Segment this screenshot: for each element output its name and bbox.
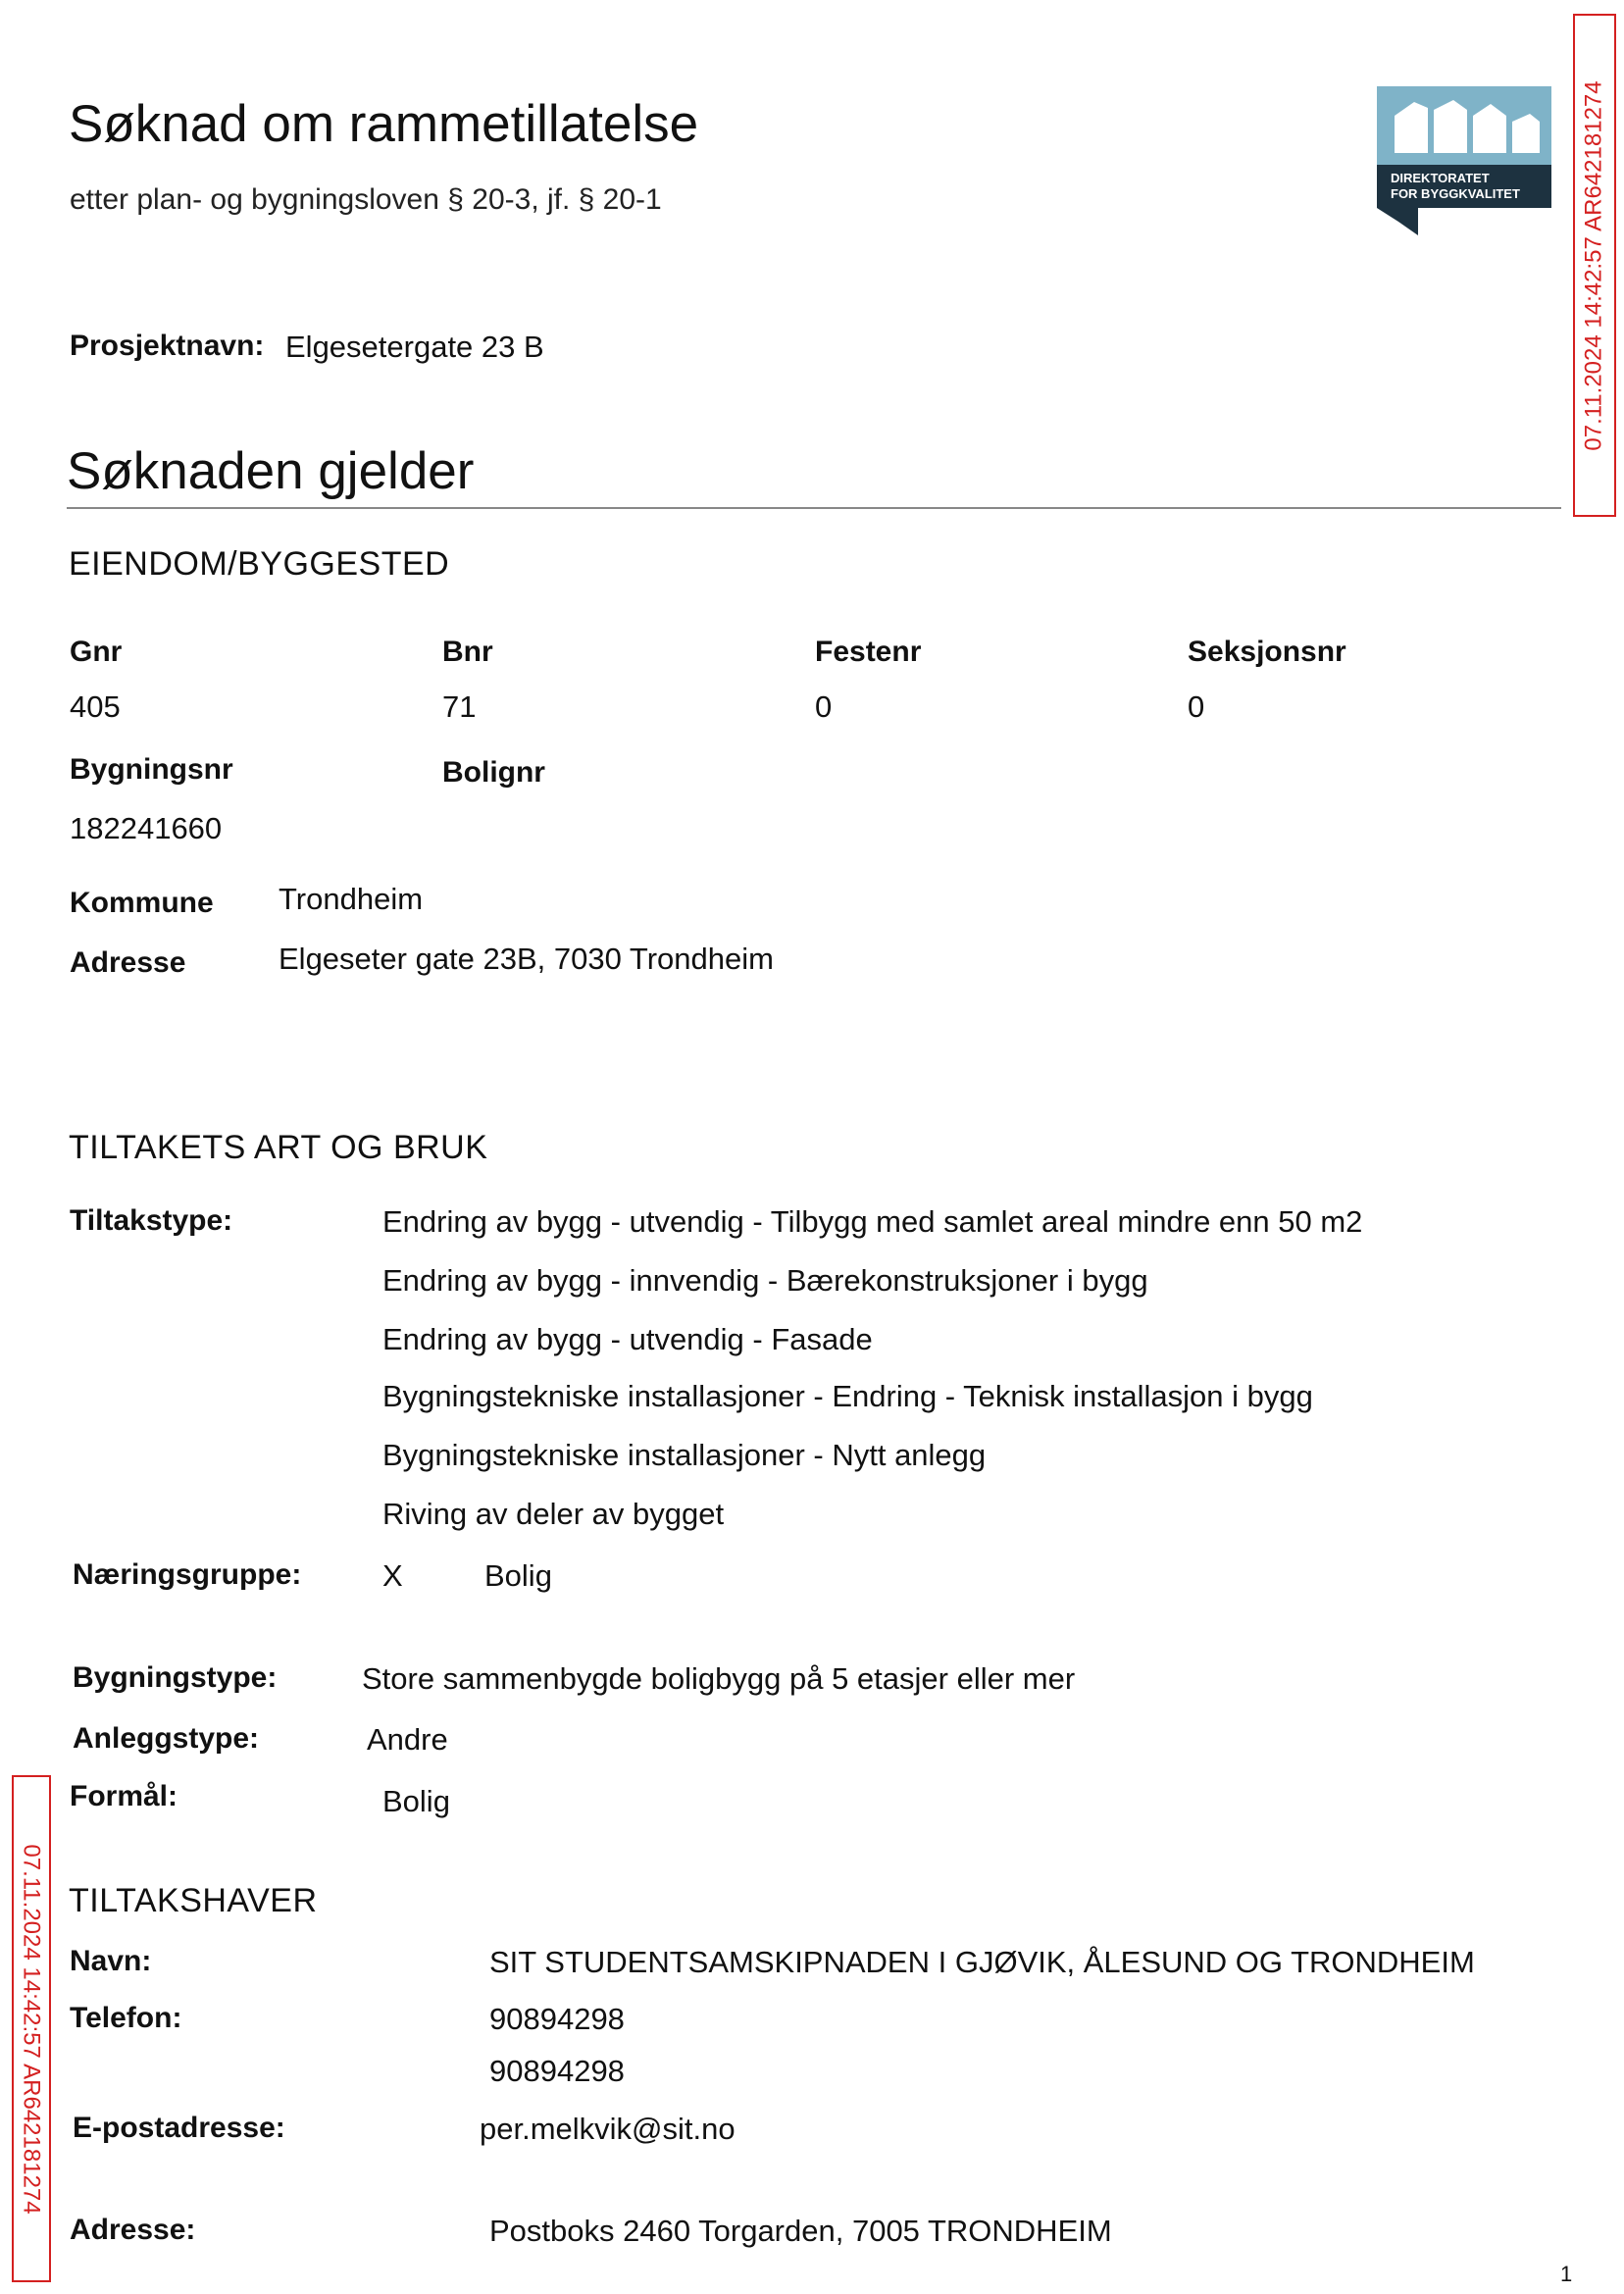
dibk-logo-icon [1377,86,1551,275]
adresse-label: Adresse [70,946,186,979]
tiltakstype-item: Riving av deler av bygget [382,1497,725,1531]
document-title: Søknad om rammetillatelse [69,95,699,153]
tiltakstype-item: Endring av bygg - innvendig - Bærekonstruksjoner i bygg [382,1263,1148,1298]
formaal-value: Bolig [382,1784,450,1818]
project-name-value: Elgesetergate 23 B [285,330,544,364]
bnr-label: Bnr [442,636,493,668]
naeringsgruppe-code: X [382,1558,403,1593]
bnr-value: 71 [442,689,477,724]
tiltak-heading: TILTAKETS ART OG BRUK [69,1129,488,1166]
tiltakstype-item: Endring av bygg - utvendig - Tilbygg med samlet areal mindre enn 50 m2 [382,1204,1363,1239]
project-name-label: Prosjektnavn: [70,330,265,362]
section-title: Søknaden gjelder [67,442,475,500]
kommune-value: Trondheim [279,882,424,916]
kommune-label: Kommune [70,887,214,919]
tiltakstype-item: Bygningstekniske installasjoner - Endring - Teknisk installasjon i bygg [382,1379,1313,1413]
stamp-text: 07.11.2024 14:42:57 AR642181274 [1581,79,1607,451]
epost-label: E-postadresse: [73,2112,285,2144]
tiltakshaver-adresse-label: Adresse: [70,2214,196,2246]
festenr-value: 0 [815,689,833,724]
tiltakshaver-heading: TILTAKSHAVER [69,1882,318,1919]
epost-value: per.melkvik@sit.no [480,2112,736,2146]
document-subtitle: etter plan- og bygningsloven § 20-3, jf. § 20-1 [70,183,662,216]
gnr-label: Gnr [70,636,123,668]
bygningsnr-label: Bygningsnr [70,753,233,786]
tiltakstype-label: Tiltakstype: [70,1204,233,1237]
seksjonsnr-label: Seksjonsnr [1188,636,1346,668]
navn-label: Navn: [70,1945,152,1977]
anleggstype-value: Andre [367,1722,448,1757]
timestamp-stamp-left [12,1775,51,2282]
naeringsgruppe-value: Bolig [484,1558,552,1593]
logo-text-line1: DIREKTORATET [1391,171,1490,185]
festenr-label: Festenr [815,636,922,668]
tiltakstype-item: Endring av bygg - utvendig - Fasade [382,1322,873,1356]
tiltakstype-item: Bygningstekniske installasjoner - Nytt anlegg [382,1438,987,1472]
section-divider [67,507,1561,509]
adresse-value: Elgeseter gate 23B, 7030 Trondheim [279,942,774,976]
timestamp-stamp-top [1573,14,1616,517]
bolignr-label: Bolignr [442,756,545,789]
telefon-value: 90894298 [489,2002,625,2036]
telefon-label: Telefon: [70,2002,182,2034]
bygningsnr-value: 182241660 [70,811,223,845]
seksjonsnr-value: 0 [1188,689,1205,724]
formaal-label: Formål: [70,1780,178,1812]
property-heading: EIENDOM/BYGGESTED [69,545,450,583]
page-number: 1 [1560,2262,1573,2286]
anleggstype-label: Anleggstype: [73,1722,260,1755]
navn-value: SIT STUDENTSAMSKIPNADEN I GJØVIK, ÅLESUND OG TRONDHEIM [489,1945,1475,1979]
telefon-value: 90894298 [489,2054,625,2088]
bygningstype-value: Store sammenbygde boligbygg på 5 etasjer eller mer [362,1661,1076,1696]
stamp-text: 07.11.2024 14:42:57 AR642181274 [19,1843,45,2215]
gnr-value: 405 [70,689,121,724]
logo-text-line2: FOR BYGGKVALITET [1391,186,1520,201]
naeringsgruppe-label: Næringsgruppe: [73,1558,302,1591]
tiltakshaver-adresse-value: Postboks 2460 Torgarden, 7005 TRONDHEIM [489,2214,1112,2248]
bygningstype-label: Bygningstype: [73,1661,278,1694]
